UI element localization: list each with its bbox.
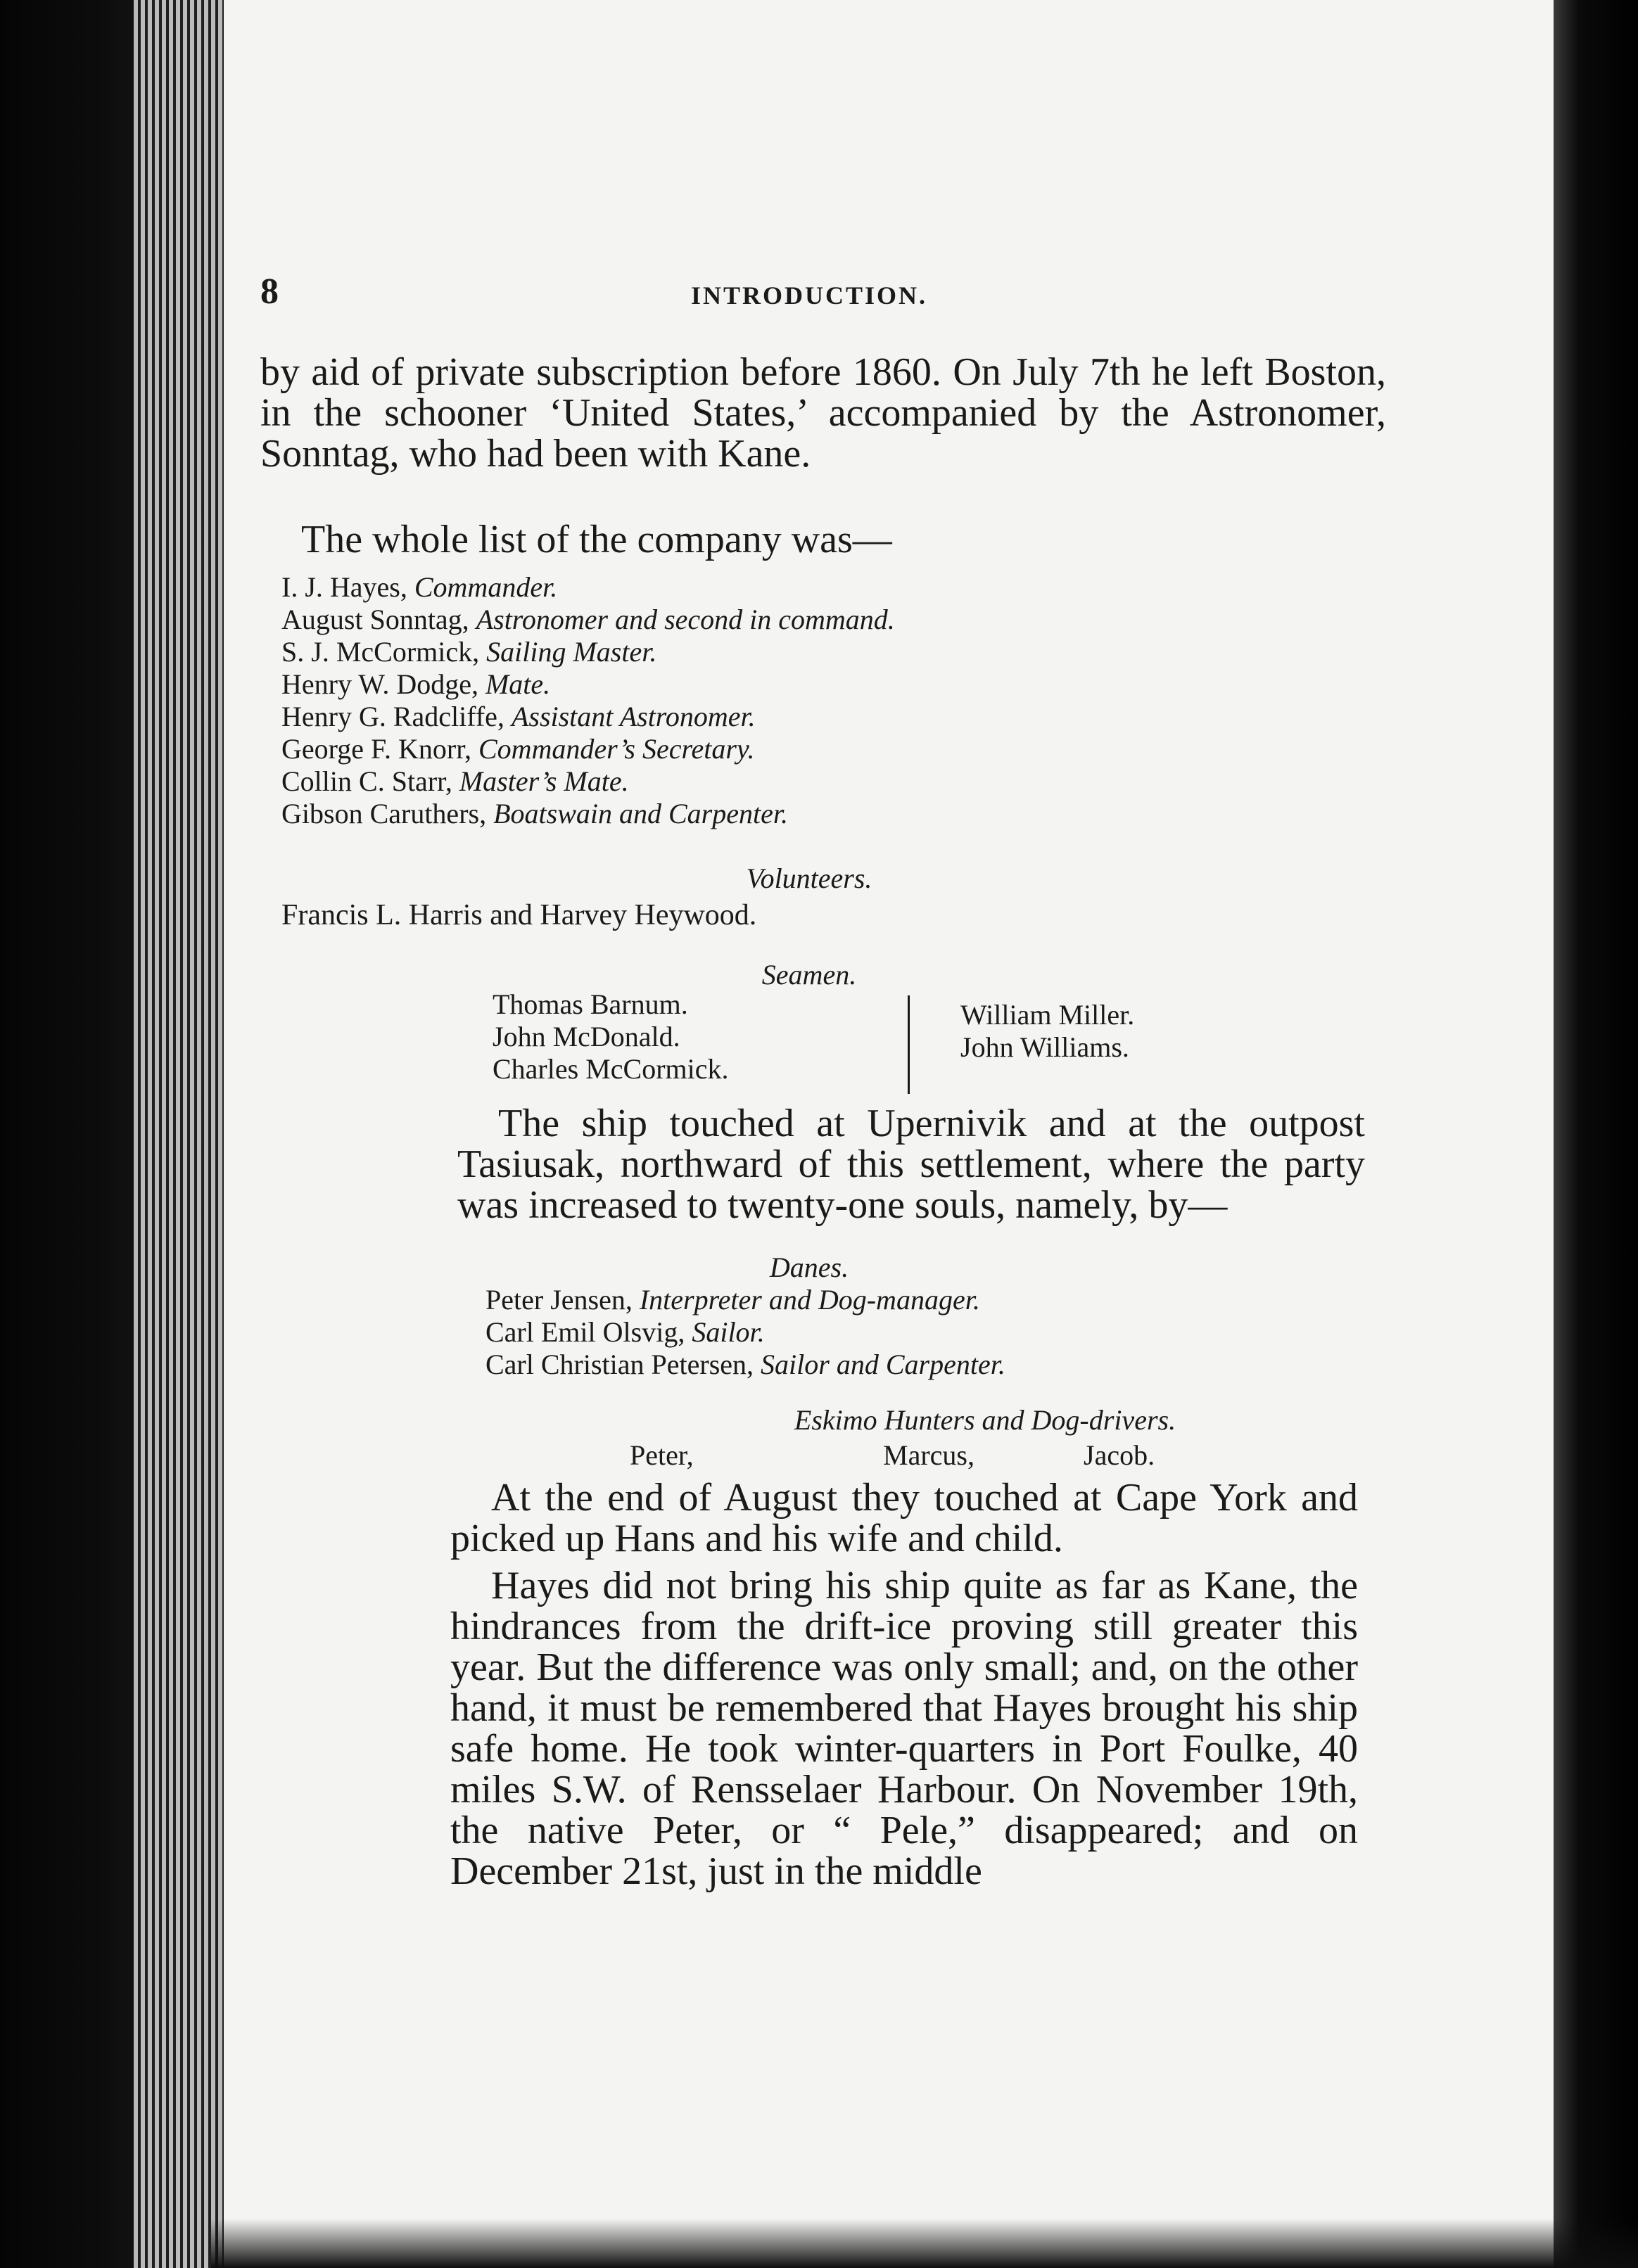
company-list bbox=[246, 571, 1372, 830]
paragraph-hayes: Hayes did not bring his ship quite as far as Kane, the hindrances from the drift-ice proving still greater this year. But the difference was only small; and, on the other hand, it must be remembered that Hayes brought his ship safe home. He took winter-quarters in Port Foulke, 40 miles S.W. of Rensselaer Harbour. On November 19th, the native Peter, or “ Pele,” disappeared; and on December 21st, just in the middle bbox=[450, 1564, 1358, 1893]
page-number: 8 bbox=[260, 272, 279, 312]
seamen-heading: Seamen. bbox=[761, 959, 857, 990]
company-row: August Sonntag, Astronomer and second in command. bbox=[281, 604, 895, 635]
volunteers-names bbox=[246, 899, 1372, 931]
running-head: INTRODUCTION. bbox=[690, 281, 928, 310]
paragraph-upernivik: The ship touched at Upernivik and at the outpost Tasiusak, northward of this settlement, where the party was increased to twenty-one souls, namely, by— bbox=[457, 1102, 1365, 1227]
seaman-name: Thomas Barnum. bbox=[493, 988, 688, 1020]
column-divider bbox=[908, 995, 910, 1094]
company-row: Henry G. Radcliffe, Assistant Astronomer. bbox=[281, 701, 756, 732]
company-row: Henry W. Dodge, Mate. bbox=[281, 668, 551, 700]
seaman-name: John McDonald. bbox=[493, 1021, 680, 1052]
company-row: George F. Knorr, Commander’s Secretary. bbox=[281, 733, 755, 765]
company-row: Gibson Caruthers, Boatswain and Carpenter. bbox=[281, 798, 788, 829]
volunteers-row: Francis L. Harris and Harvey Heywood. bbox=[281, 899, 757, 931]
dane-row: Peter Jensen, Interpreter and Dog-manager. bbox=[485, 1284, 980, 1315]
dane-row: Carl Christian Petersen, Sailor and Carpenter. bbox=[485, 1349, 1005, 1380]
hunter-name: Peter, bbox=[630, 1439, 694, 1471]
page-bottom-shadow bbox=[211, 2219, 1638, 2268]
paragraph-intro: by aid of private subscription before 1860. On July 7th he left Boston, in the schooner ‘United States,’ accompanied by the Astronomer, Sonntag, who had been with Kane. bbox=[260, 350, 1386, 476]
company-row: S. J. McCormick, Sailing Master. bbox=[281, 636, 657, 668]
company-row: Collin C. Starr, Master’s Mate. bbox=[281, 765, 629, 797]
paragraph-company-list-lead: The whole list of the company was— bbox=[301, 518, 892, 561]
hunters-heading: Eskimo Hunters and Dog-drivers. bbox=[794, 1404, 1176, 1436]
danes-list bbox=[246, 1284, 1372, 1381]
seamen-right-column bbox=[960, 999, 1134, 1064]
seaman-name: John Williams. bbox=[960, 1031, 1129, 1063]
company-row: I. J. Hayes, Commander. bbox=[281, 571, 558, 603]
seaman-name: Charles McCormick. bbox=[493, 1053, 729, 1085]
volunteers-heading: Volunteers. bbox=[746, 862, 872, 894]
danes-heading: Danes. bbox=[769, 1251, 849, 1283]
dane-row: Carl Emil Olsvig, Sailor. bbox=[485, 1316, 765, 1348]
page-header bbox=[260, 271, 1358, 320]
seaman-name: William Miller. bbox=[960, 999, 1135, 1031]
paragraph-cape-york: At the end of August they touched at Cape York and picked up Hans and his wife and child. bbox=[450, 1476, 1358, 1560]
seamen-left-column bbox=[493, 988, 729, 1085]
hunter-name: Marcus, bbox=[883, 1439, 974, 1471]
hunter-name: Jacob. bbox=[1084, 1439, 1155, 1471]
